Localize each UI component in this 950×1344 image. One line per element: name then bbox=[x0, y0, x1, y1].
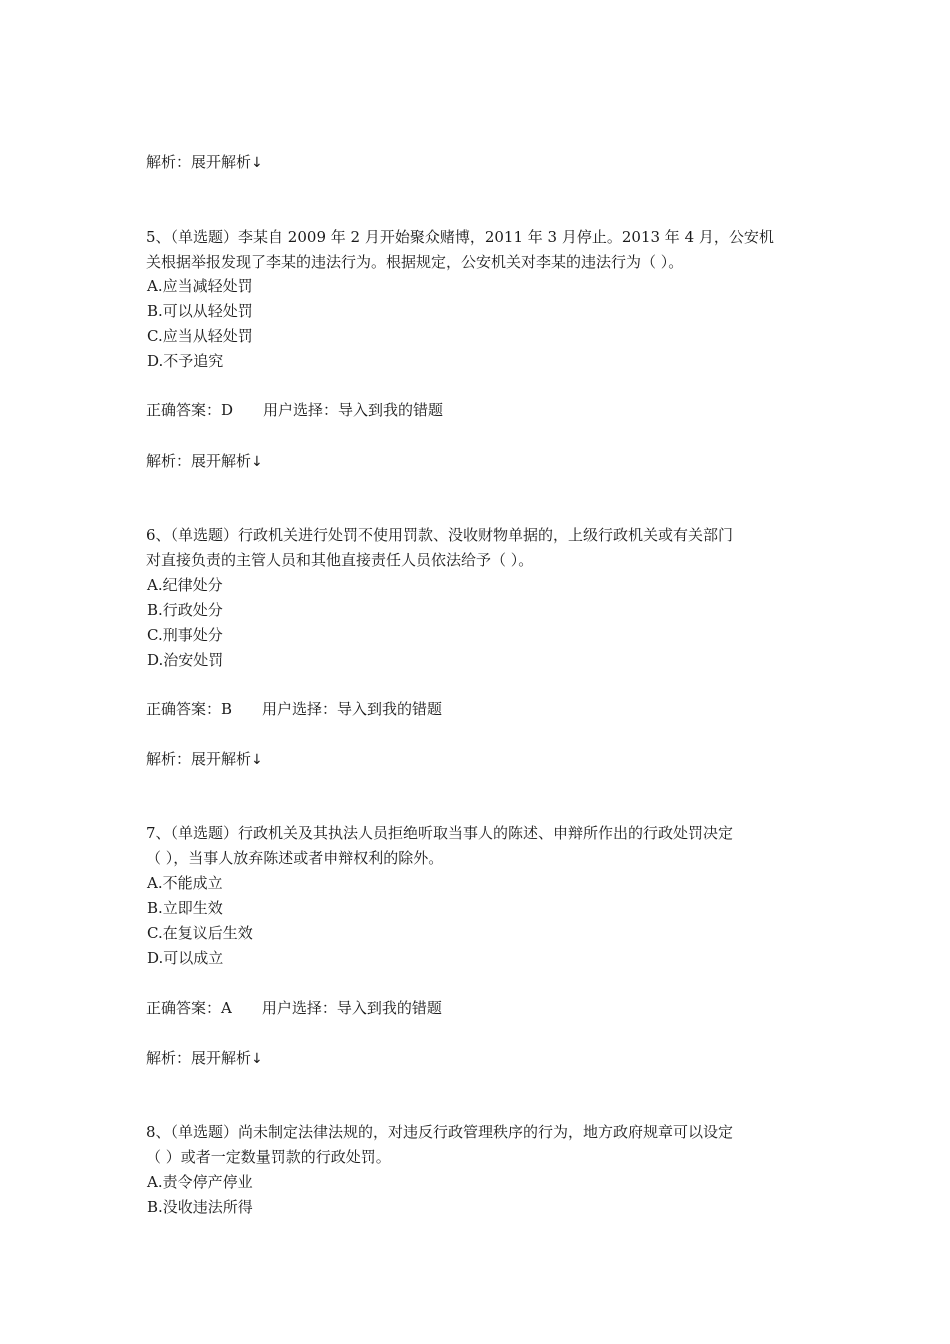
option-d: D.治安处罚 bbox=[147, 651, 224, 669]
option-a: A.纪律处分 bbox=[147, 576, 223, 594]
option-a: A.不能成立 bbox=[147, 874, 223, 892]
question-stem-line: （ ），当事人放弃陈述或者申辩权利的除外。 bbox=[146, 849, 444, 867]
answer-row bbox=[146, 699, 442, 719]
analysis-row bbox=[146, 451, 263, 471]
expand-analysis-link[interactable]: 展开解析 bbox=[191, 1049, 252, 1067]
analysis-label: 解析： bbox=[146, 750, 192, 768]
question-stem-line: 7、（单选题）行政机关及其执法人员拒绝听取当事人的陈述、申辩所作出的行政处罚决定 bbox=[146, 824, 734, 842]
analysis-label: 解析： bbox=[146, 1049, 192, 1067]
option-b: B.没收违法所得 bbox=[147, 1198, 253, 1216]
question-stem-line: 关根据举报发现了李某的违法行为。根据规定，公安机关对李某的违法行为（ ）。 bbox=[146, 253, 684, 271]
expand-analysis-link[interactable]: 展开解析 bbox=[191, 153, 252, 171]
analysis-label: 解析： bbox=[146, 153, 192, 171]
expand-analysis-link[interactable]: 展开解析 bbox=[191, 452, 252, 470]
option-b: B.立即生效 bbox=[147, 899, 223, 917]
answer-row bbox=[146, 400, 443, 420]
question-stem-line: 对直接负责的主管人员和其他直接责任人员依法给予（ ）。 bbox=[146, 551, 534, 569]
analysis-row bbox=[146, 152, 263, 172]
option-c: C.在复议后生效 bbox=[147, 924, 253, 942]
question-stem-line: （ ）或者一定数量罚款的行政处罚。 bbox=[146, 1148, 391, 1166]
question-stem-line: 6、（单选题）行政机关进行处罚不使用罚款、没收财物单据的，上级行政机关或有关部门 bbox=[146, 526, 734, 544]
option-b: B.行政处分 bbox=[147, 601, 223, 619]
question-stem-line: 8、（单选题）尚未制定法律法规的，对违反行政管理秩序的行为，地方政府规章可以设定 bbox=[146, 1123, 734, 1141]
correct-answer: D bbox=[221, 401, 234, 419]
analysis-label: 解析： bbox=[146, 452, 192, 470]
answer-label: 正确答案： bbox=[146, 700, 222, 718]
option-b: B.可以从轻处罚 bbox=[147, 302, 253, 320]
question-stem-line: 5、（单选题）李某自 2009 年 2 月开始聚众赌博，2011 年 3 月停止。2013 年 4 月，公安机 bbox=[146, 228, 774, 246]
down-arrow-icon[interactable]: ↓ bbox=[251, 752, 263, 768]
down-arrow-icon[interactable]: ↓ bbox=[251, 155, 263, 171]
option-a: A.应当减轻处罚 bbox=[147, 277, 253, 295]
answer-label: 正确答案： bbox=[146, 999, 222, 1017]
option-d: D.可以成立 bbox=[147, 949, 224, 967]
answer-row bbox=[146, 998, 442, 1018]
option-c: C.刑事处分 bbox=[147, 626, 223, 644]
import-to-mistakes-link[interactable]: 用户选择：导入到我的错题 bbox=[263, 401, 444, 419]
analysis-row bbox=[146, 1048, 263, 1068]
import-to-mistakes-link[interactable]: 用户选择：导入到我的错题 bbox=[261, 999, 442, 1017]
down-arrow-icon[interactable]: ↓ bbox=[251, 454, 263, 470]
down-arrow-icon[interactable]: ↓ bbox=[251, 1051, 263, 1067]
import-to-mistakes-link[interactable]: 用户选择：导入到我的错题 bbox=[262, 700, 443, 718]
option-c: C.应当从轻处罚 bbox=[147, 327, 253, 345]
option-d: D.不予追究 bbox=[147, 352, 224, 370]
expand-analysis-link[interactable]: 展开解析 bbox=[191, 750, 252, 768]
correct-answer: A bbox=[221, 999, 232, 1017]
option-a: A.责令停产停业 bbox=[147, 1173, 253, 1191]
answer-label: 正确答案： bbox=[146, 401, 222, 419]
correct-answer: B bbox=[221, 700, 233, 718]
analysis-row bbox=[146, 749, 263, 769]
